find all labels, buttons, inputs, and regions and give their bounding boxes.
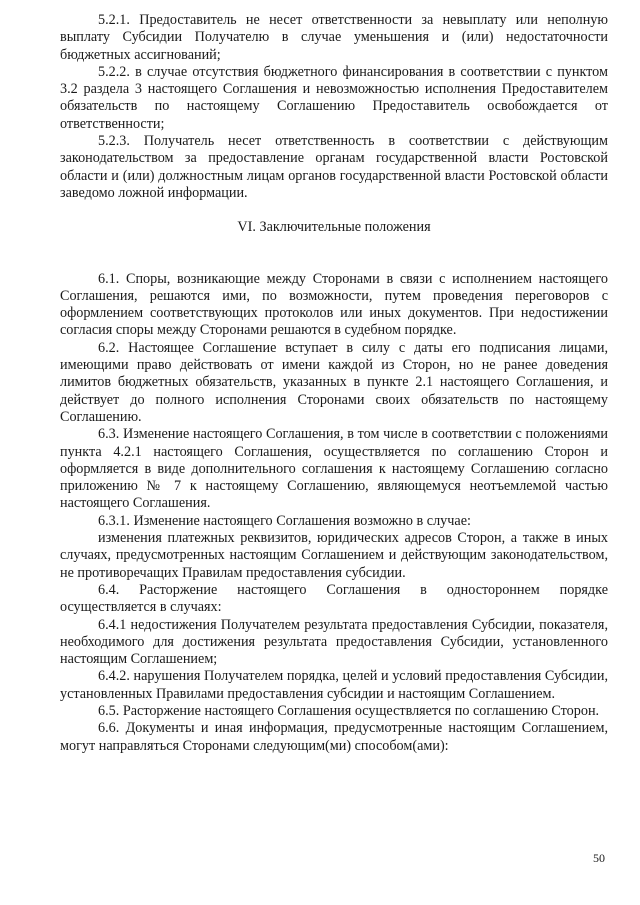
section-spacer [60, 254, 608, 271]
paragraph-6-1: 6.1. Споры, возникающие между Сторонами в связи с исполнением настоящего Соглашения, решаются ими, по возможности, путем проведения переговоров с оформлением соответствующих протоколов или иных документов. При недостижении согласия споры между Сторонами решаются в судебном порядке. [60, 270, 608, 339]
paragraph-6-4-1: 6.4.1 недостижения Получателем результата предоставления Субсидии, показателя, необходимого для достижения результата предоставления Субсидии, установленного настоящим Соглашением; [60, 616, 608, 668]
paragraph-6-3-1: 6.3.1. Изменение настоящего Соглашения возможно в случае: [98, 512, 471, 529]
paragraph-6-4-2: 6.4.2. нарушения Получателем порядка, целей и условий предоставления Субсидии, установленных Правилами предоставления субсидии и настоящим Соглашением. [60, 668, 608, 702]
paragraph-6-6: 6.6. Документы и иная информация, предусмотренные настоящим Соглашением, могут направляться Сторонами следующим(ми) способом(ами): [60, 720, 608, 754]
paragraph-6-5: 6.5. Расторжение настоящего Соглашения осуществляется по соглашению Сторон. [98, 702, 600, 719]
paragraph-6-3: 6.3. Изменение настоящего Соглашения, в том числе в соответствии с положениями пункта 4.2.1 настоящего Соглашения, осуществляется по соглашению Сторон и оформляется в виде дополнительного соглашения к настоящему Соглашению согласно приложению № 7 к настоящему Соглашению, являющемуся неотъемлемой частью настоящего Соглашения. [60, 426, 608, 512]
page-number: 50 [593, 851, 605, 865]
paragraph-5-2-2: 5.2.2. в случае отсутствия бюджетного финансирования в соответствии с пунктом 3.2 раздела 3 настоящего Соглашения и невозможностью исполнения Предоставителем обязательств по настоящему Соглашению Предоставитель освобождается от ответственности; [60, 63, 608, 132]
paragraph-5-2-3: 5.2.3. Получатель несет ответственность в соответствии с действующим законодательством за предоставление органам государственной власти Ростовской области и (или) должностным лицам органов государственной власти Ростовской области заведомо ложной информации. [60, 133, 608, 201]
section-title: VI. Заключительные положения [237, 219, 431, 236]
paragraph-5-2-1: 5.2.1. Предоставитель не несет ответственности за невыплату или неполную выплату Субсидии Получателю в случае уменьшения и (или) недостаточности бюджетных ассигнований; [60, 12, 608, 63]
document-body [60, 12, 608, 755]
paragraph-6-2: 6.2. Настоящее Соглашение вступает в силу с даты его подписания лицами, имеющими право действовать от имени каждой из Сторон, но не ранее доведения лимитов бюджетных обязательств, указанных в пункте 2.1 настоящего Соглашения, и действует до полного исполнения Сторонами своих обязательств по настоящему Соглашению. [60, 339, 608, 425]
paragraph-6-4: 6.4. Расторжение настоящего Соглашения в одностороннем порядке осуществляется в случаях: [60, 581, 608, 616]
paragraph-6-3-1-item: изменения платежных реквизитов, юридических адресов Сторон, а также в иных случаях, предусмотренных настоящим Соглашением и действующим законодательством, не противоречащих Правилам предоставления субсидии. [60, 530, 608, 581]
